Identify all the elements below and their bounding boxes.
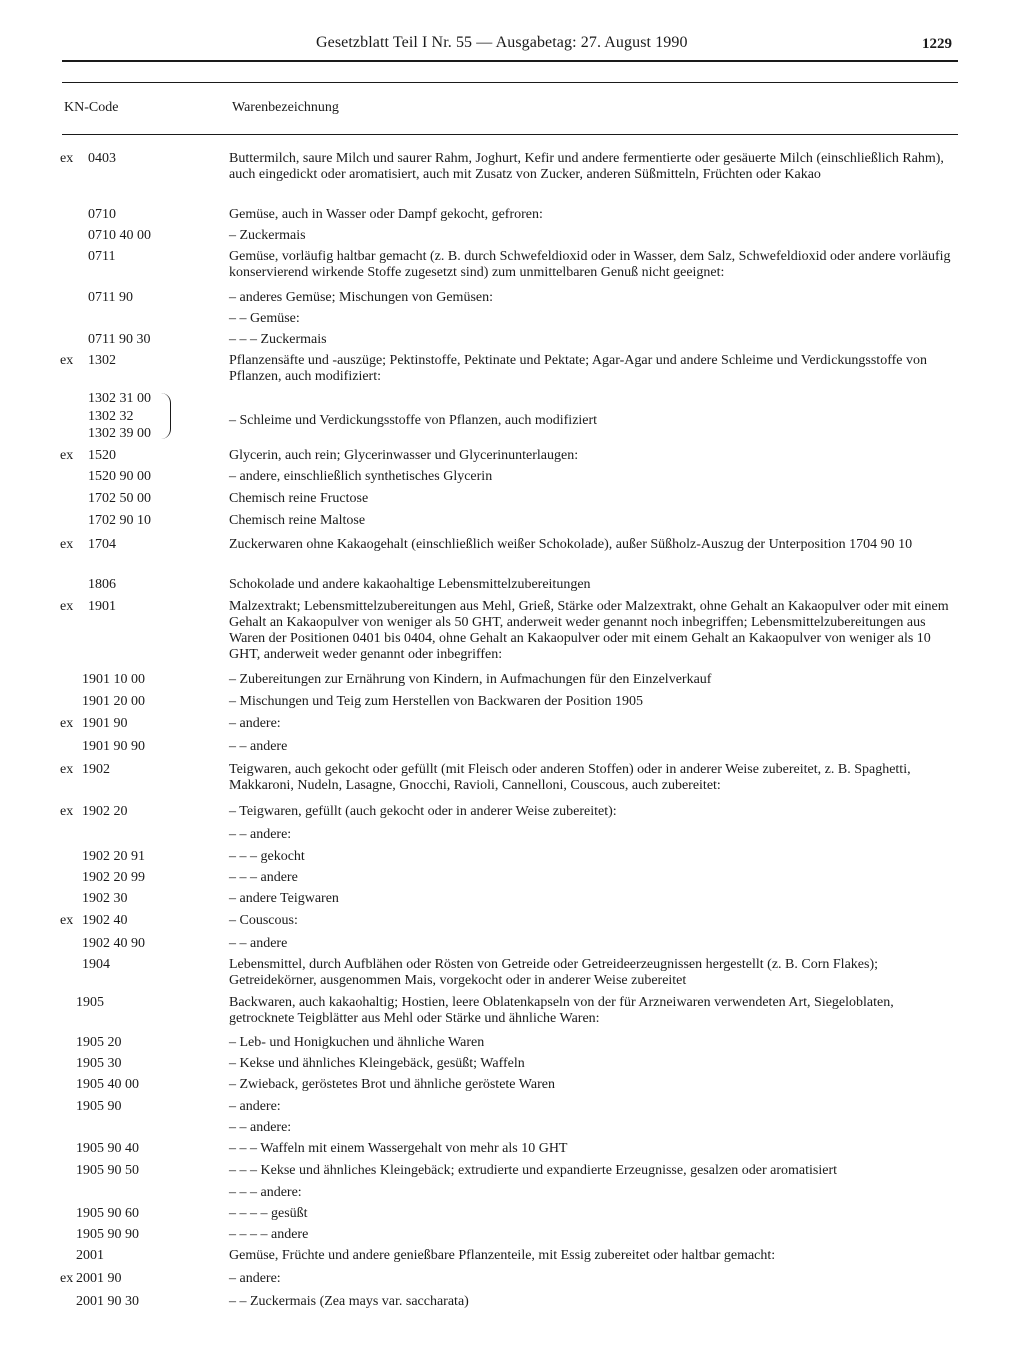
kn-code: 1901	[88, 599, 116, 614]
goods-description: – – andere	[229, 739, 288, 754]
kn-code: 1520 90 00	[88, 469, 151, 484]
kn-code: 1901 90	[82, 716, 128, 731]
ex-prefix: ex	[60, 913, 74, 928]
goods-description: Schokolade und andere kakaohaltige Lebensmittelzubereitungen	[229, 577, 591, 592]
kn-code: 1302	[88, 353, 116, 368]
goods-description: Pflanzensäfte und -auszüge; Pektinstoffe, Pektinate und Pektate; Agar-Agar und andere Schleime und Verdickungsstoffe von Pflanzen, auch modifiziert:	[229, 353, 927, 384]
goods-description: – – – – gesüßt	[229, 1206, 308, 1221]
goods-description: – anderes Gemüse; Mischungen von Gemüsen:	[229, 290, 493, 305]
kn-code: 1902 20 91	[82, 849, 145, 864]
goods-description: Chemisch reine Fructose	[229, 491, 369, 506]
kn-code: 1901 20 00	[82, 694, 145, 709]
goods-description: Malzextrakt; Lebensmittelzubereitungen aus Mehl, Grieß, Stärke oder Malzextrakt, ohne Gehalt an Kakaopulver oder mit einem Gehalt an Kakaopulver von weniger als 50 GHT, anderweit weder genannt noch inbegriffen; Lebensmittelzubereitungen aus Waren der Positionen 0401 bis 0404, ohne Gehalt an Kakaopulver oder mit einem Gehalt an Kakaopulver von weniger als 10 GHT, anderweit weder genannt oder inbegriffen:	[229, 599, 949, 662]
kn-code: 0711 90	[88, 290, 133, 305]
kn-code: 2001 90	[76, 1271, 122, 1286]
ex-prefix: ex	[60, 537, 74, 552]
ex-prefix: ex	[60, 151, 74, 166]
header-rule	[62, 60, 958, 62]
goods-description: – Couscous:	[229, 913, 298, 928]
ex-prefix: ex	[60, 762, 74, 777]
goods-description: – – Zuckermais (Zea mays var. saccharata)	[229, 1294, 469, 1309]
goods-description: – Zubereitungen zur Ernährung von Kindern, in Aufmachungen für den Einzelverkauf	[229, 672, 712, 687]
ex-prefix: ex	[60, 599, 74, 614]
kn-code: 0710	[88, 207, 116, 222]
goods-description: – – – Waffeln mit einem Wassergehalt von mehr als 10 GHT	[229, 1141, 568, 1156]
goods-description: – – – andere:	[229, 1185, 302, 1200]
kn-code: 1901 10 00	[82, 672, 145, 687]
kn-code: 1702 50 00	[88, 491, 151, 506]
kn-code: 1905 90 50	[76, 1163, 139, 1178]
kn-code: 1905 30	[76, 1056, 122, 1071]
ex-prefix: ex	[60, 353, 74, 368]
kn-code: 1901 90 90	[82, 739, 145, 754]
kn-code: 1302 39 00	[88, 426, 151, 441]
goods-description: Backwaren, auch kakaohaltig; Hostien, leere Oblatenkapseln von der für Arzneiwaren verwendeten Art, Siegeloblaten, getrocknete Teigblätter aus Mehl oder Stärke und ähnliche Waren:	[229, 995, 894, 1026]
goods-description: – – andere:	[229, 827, 292, 842]
kn-code: 1902 20 99	[82, 870, 145, 885]
kn-code: 1905	[76, 995, 104, 1010]
table-top-rule	[62, 82, 958, 83]
column-header-code: KN-Code	[64, 100, 119, 115]
goods-description: – – – andere	[229, 870, 298, 885]
kn-code: 1905 90 60	[76, 1206, 139, 1221]
goods-description: – andere:	[229, 716, 281, 731]
goods-description: – Schleime und Verdickungsstoffe von Pflanzen, auch modifiziert	[229, 413, 598, 428]
column-header-description: Warenbezeichnung	[232, 100, 339, 115]
kn-code: 1806	[88, 577, 116, 592]
goods-description: – andere:	[229, 1271, 281, 1286]
kn-code: 2001	[76, 1248, 104, 1263]
goods-description: Gemüse, Früchte und andere genießbare Pflanzenteile, mit Essig zubereitet oder haltbar gemacht:	[229, 1248, 776, 1263]
kn-code: 1902 20	[82, 804, 128, 819]
goods-description: Teigwaren, auch gekocht oder gefüllt (mit Fleisch oder anderen Stoffen) oder in anderer Weise zubereitet, z. B. Spaghetti, Makkaroni, Nudeln, Lasagne, Gnocchi, Ravioli, Cannelloni, Couscous, auch zubereitet:	[229, 762, 911, 793]
kn-code: 1905 90 40	[76, 1141, 139, 1156]
goods-description: – andere Teigwaren	[229, 891, 339, 906]
gazette-title: Gesetzblatt Teil I Nr. 55 — Ausgabetag: 27. August 1990	[316, 34, 688, 51]
goods-description: – andere:	[229, 1099, 281, 1114]
kn-code: 1302 31 00	[88, 391, 151, 406]
ex-prefix: ex	[60, 448, 74, 463]
column-header-rule	[62, 134, 958, 135]
kn-code: 0711	[88, 249, 116, 264]
kn-code: 1302 32	[88, 409, 134, 424]
goods-description: – – andere	[229, 936, 288, 951]
kn-code: 0403	[88, 151, 116, 166]
goods-description: – Teigwaren, gefüllt (auch gekocht oder in anderer Weise zubereitet):	[229, 804, 617, 819]
kn-code: 1902 40	[82, 913, 128, 928]
goods-description: – andere, einschließlich synthetisches Glycerin	[229, 469, 493, 484]
goods-description: Lebensmittel, durch Aufblähen oder Rösten von Getreide oder Getreideerzeugnissen hergestellt (z. B. Corn Flakes); Getreidekörner, ausgenommen Mais, vorgekocht oder in anderer Weise zubereitet	[229, 957, 878, 988]
goods-description: Gemüse, auch in Wasser oder Dampf gekocht, gefroren:	[229, 207, 543, 222]
page-number: 1229	[922, 36, 952, 52]
kn-code: 0710 40 00	[88, 228, 151, 243]
kn-code: 2001 90 30	[76, 1294, 139, 1309]
kn-code: 1702 90 10	[88, 513, 151, 528]
goods-description: – Kekse und ähnliches Kleingebäck, gesüßt; Waffeln	[229, 1056, 525, 1071]
kn-code: 1902 30	[82, 891, 128, 906]
goods-description: – Zuckermais	[229, 228, 306, 243]
kn-code: 1905 90	[76, 1099, 122, 1114]
grouping-brace	[160, 393, 171, 439]
goods-description: Zuckerwaren ohne Kakaogehalt (einschließlich weißer Schokolade), außer Süßholz-Auszug der Unterposition 1704 90 10	[229, 537, 913, 552]
kn-code: 1905 40 00	[76, 1077, 139, 1092]
goods-description: Glycerin, auch rein; Glycerinwasser und Glycerinunterlaugen:	[229, 448, 579, 463]
kn-code: 1902	[82, 762, 110, 777]
goods-description: – Zwieback, geröstetes Brot und ähnliche geröstete Waren	[229, 1077, 555, 1092]
goods-description: – – andere:	[229, 1120, 292, 1135]
goods-description: – Mischungen und Teig zum Herstellen von Backwaren der Position 1905	[229, 694, 644, 709]
goods-description: Buttermilch, saure Milch und saurer Rahm, Joghurt, Kefir und andere fermentierte oder gesäuerte Milch (einschließlich Rahm), auch eingedickt oder aromatisiert, auch mit Zusatz von Zucker, anderen Süßmitteln, Früchten oder Kakao	[229, 151, 944, 182]
goods-description: – – Gemüse:	[229, 311, 300, 326]
kn-code: 1905 90 90	[76, 1227, 139, 1242]
kn-code: 1905 20	[76, 1035, 122, 1050]
goods-description: Chemisch reine Maltose	[229, 513, 366, 528]
goods-description: – – – gekocht	[229, 849, 305, 864]
ex-prefix: ex	[60, 1271, 74, 1286]
kn-code: 0711 90 30	[88, 332, 151, 347]
kn-code: 1520	[88, 448, 116, 463]
kn-code: 1704	[88, 537, 116, 552]
ex-prefix: ex	[60, 804, 74, 819]
goods-description: – Leb- und Honigkuchen und ähnliche Waren	[229, 1035, 485, 1050]
goods-description: – – – – andere	[229, 1227, 309, 1242]
kn-code: 1902 40 90	[82, 936, 145, 951]
ex-prefix: ex	[60, 716, 74, 731]
goods-description: Gemüse, vorläufig haltbar gemacht (z. B. durch Schwefeldioxid oder in Wasser, dem Salz, Schwefeldioxid oder andere vorläufig konservierend wirkende Stoffe zugesetzt sind) zum unmittelbaren Genuß nicht geeignet:	[229, 249, 951, 280]
goods-description: – – – Zuckermais	[229, 332, 327, 347]
kn-code: 1904	[82, 957, 110, 972]
goods-description: – – – Kekse und ähnliches Kleingebäck; extrudierte und expandierte Erzeugnisse, gesalzen oder aromatisiert	[229, 1163, 837, 1178]
